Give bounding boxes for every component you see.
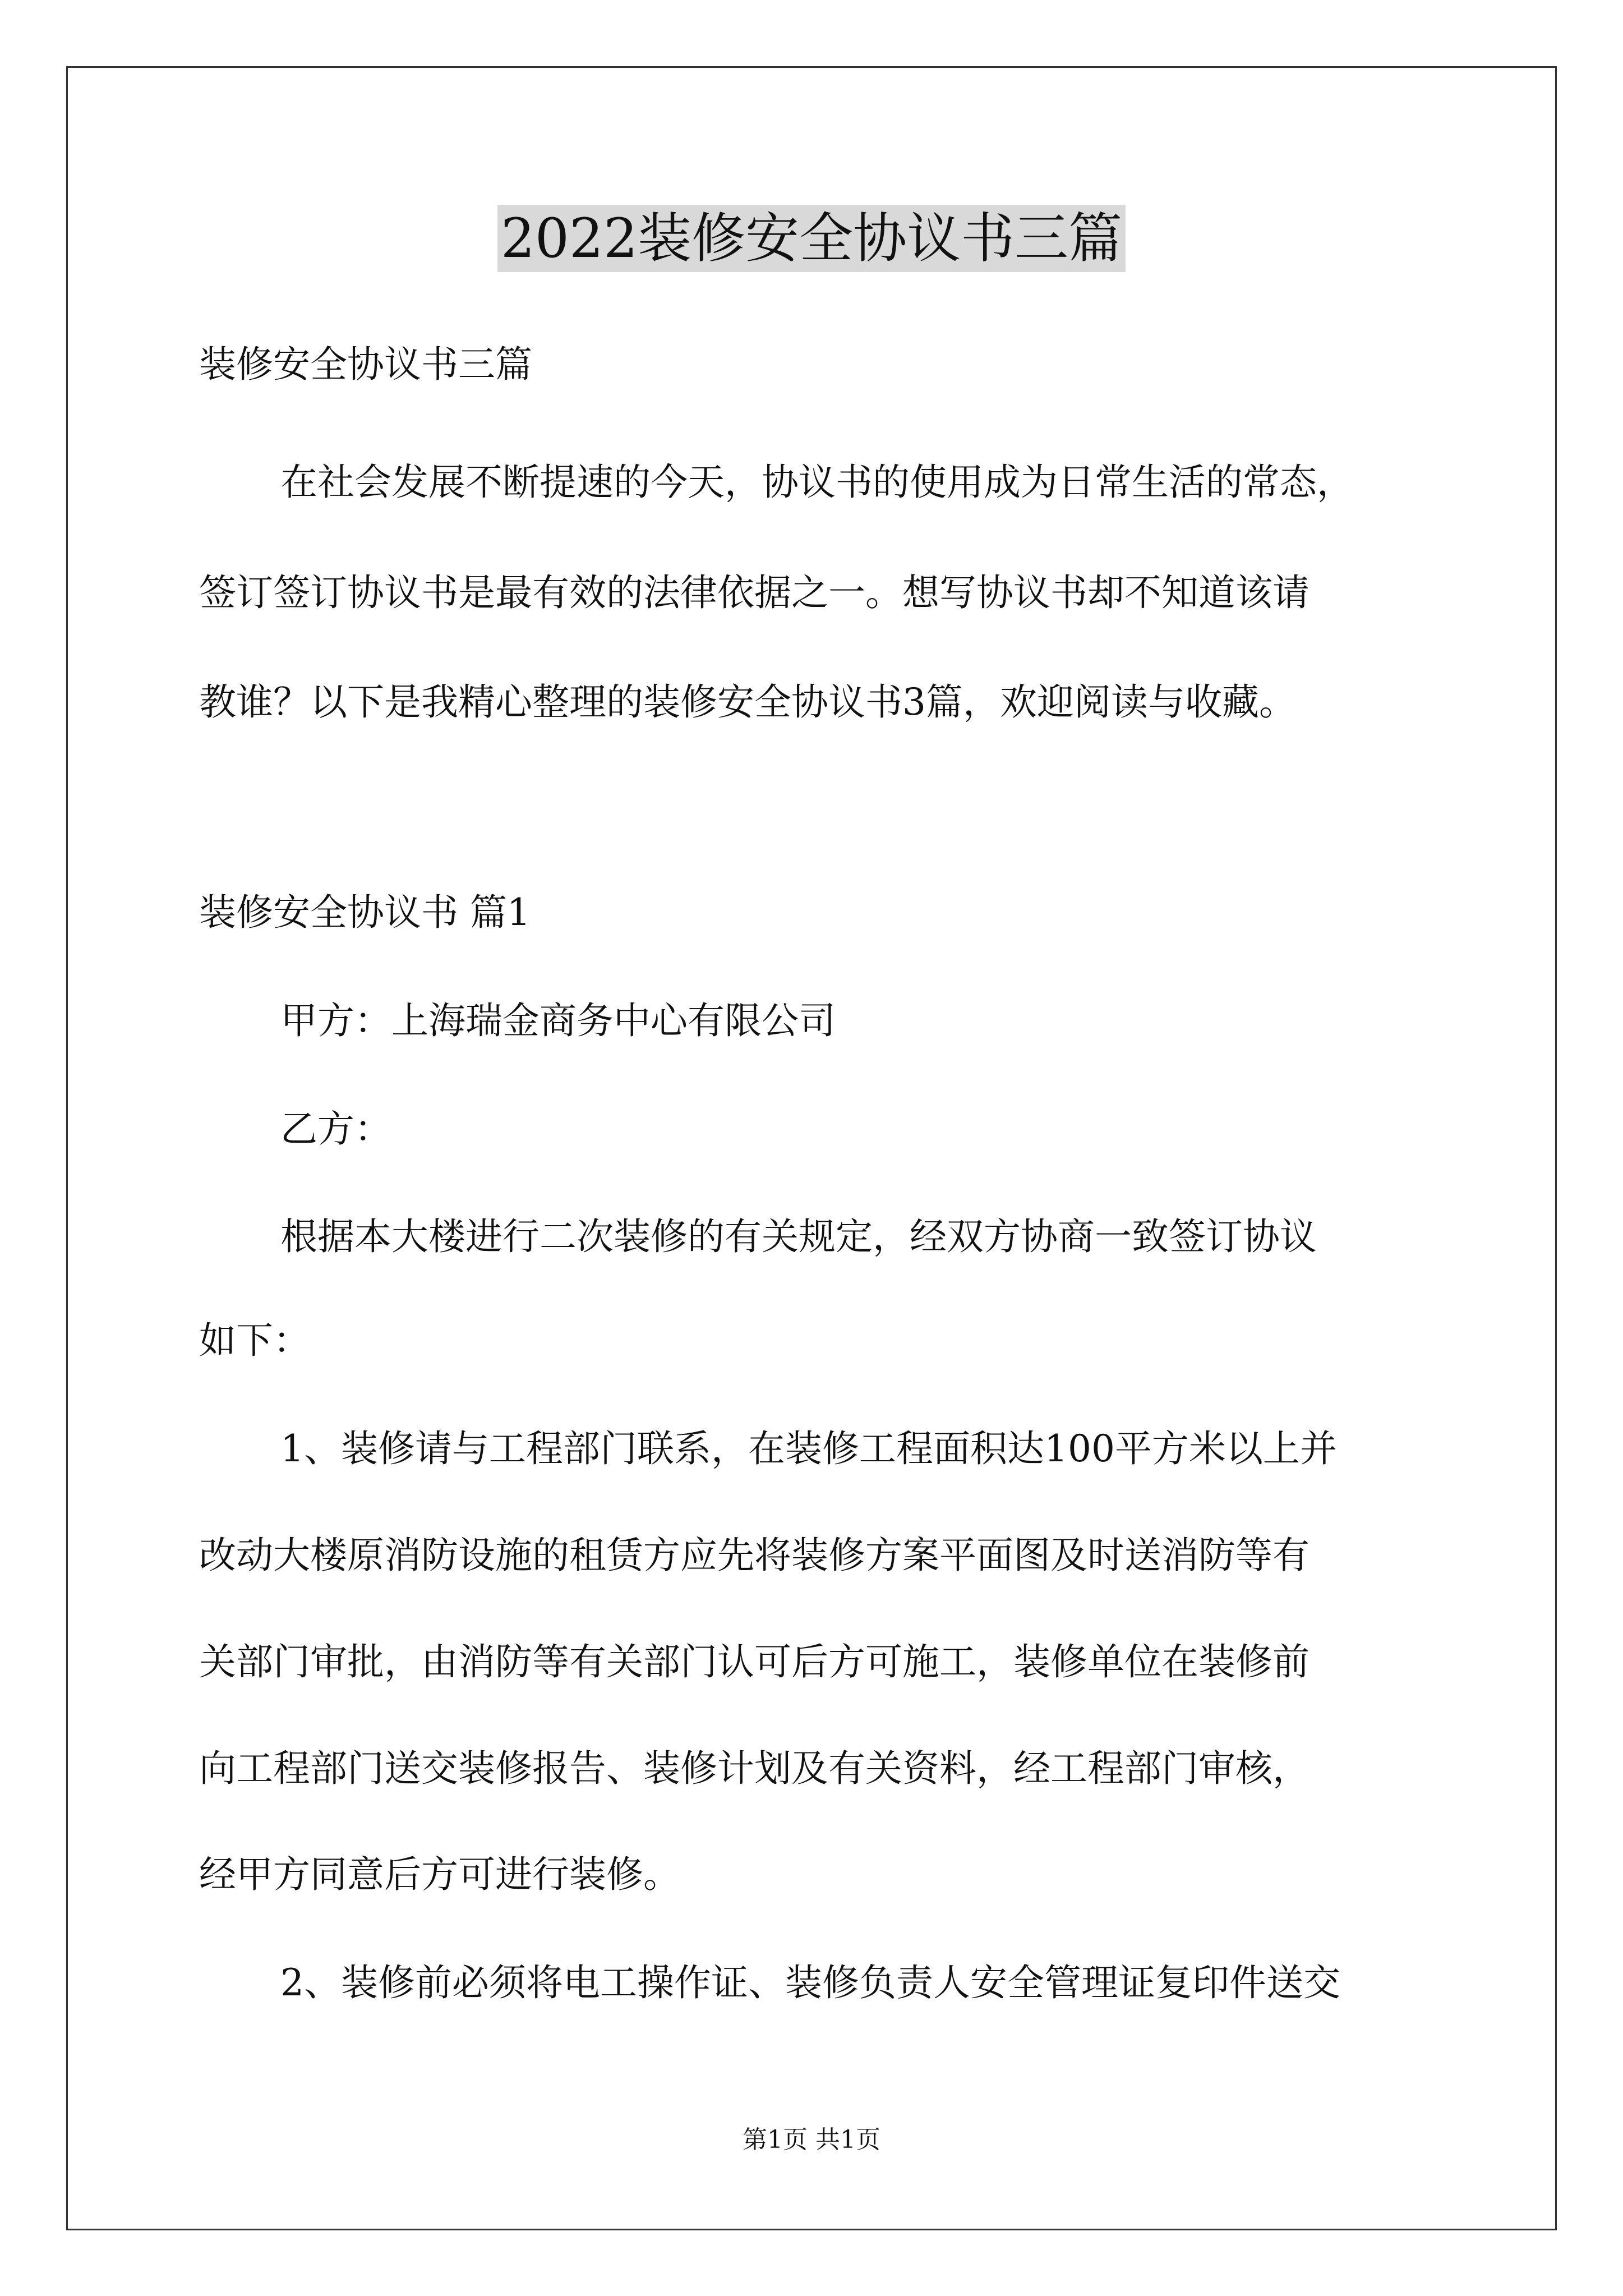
clause-line: 向工程部门送交装修报告、装修计划及有关资料，经工程部门审核， bbox=[199, 1747, 1310, 1790]
document-title-text: 2022装修安全协议书三篇 bbox=[497, 205, 1126, 272]
section-heading: 装修安全协议书三篇 bbox=[199, 343, 532, 386]
party-b-line: 乙方： bbox=[280, 1107, 391, 1151]
party-a-line: 甲方：上海瑞金商务中心有限公司 bbox=[280, 999, 836, 1042]
paragraph-line: 根据本大楼进行二次装修的有关规定，经双方协商一致签订协议 bbox=[280, 1215, 1317, 1258]
clause-line: 2、装修前必须将电工操作证、装修负责人安全管理证复印件送交 bbox=[280, 1961, 1340, 2004]
clause-line: 关部门审批，由消防等有关部门认可后方可施工，装修单位在装修前 bbox=[199, 1640, 1310, 1683]
paragraph-line: 签订签订协议书是最有效的法律依据之一。想写协议书却不知道该请 bbox=[199, 571, 1310, 614]
section-heading: 装修安全协议书 篇1 bbox=[199, 891, 531, 934]
paragraph-line: 教谁？以下是我精心整理的装修安全协议书3篇，欢迎阅读与收藏。 bbox=[199, 680, 1296, 724]
page-footer: 第1页 共1页 bbox=[743, 2125, 880, 2154]
clause-line: 改动大楼原消防设施的租赁方应先将装修方案平面图及时送消防等有 bbox=[199, 1534, 1310, 1577]
paragraph-line: 如下： bbox=[199, 1319, 310, 1362]
clause-line: 经甲方同意后方可进行装修。 bbox=[199, 1853, 680, 1896]
paragraph-line: 在社会发展不断提速的今天，协议书的使用成为日常生活的常态， bbox=[280, 461, 1354, 504]
document-title bbox=[0, 205, 1623, 272]
clause-line: 1、装修请与工程部门联系，在装修工程面积达100平方米以上并 bbox=[280, 1427, 1337, 1470]
